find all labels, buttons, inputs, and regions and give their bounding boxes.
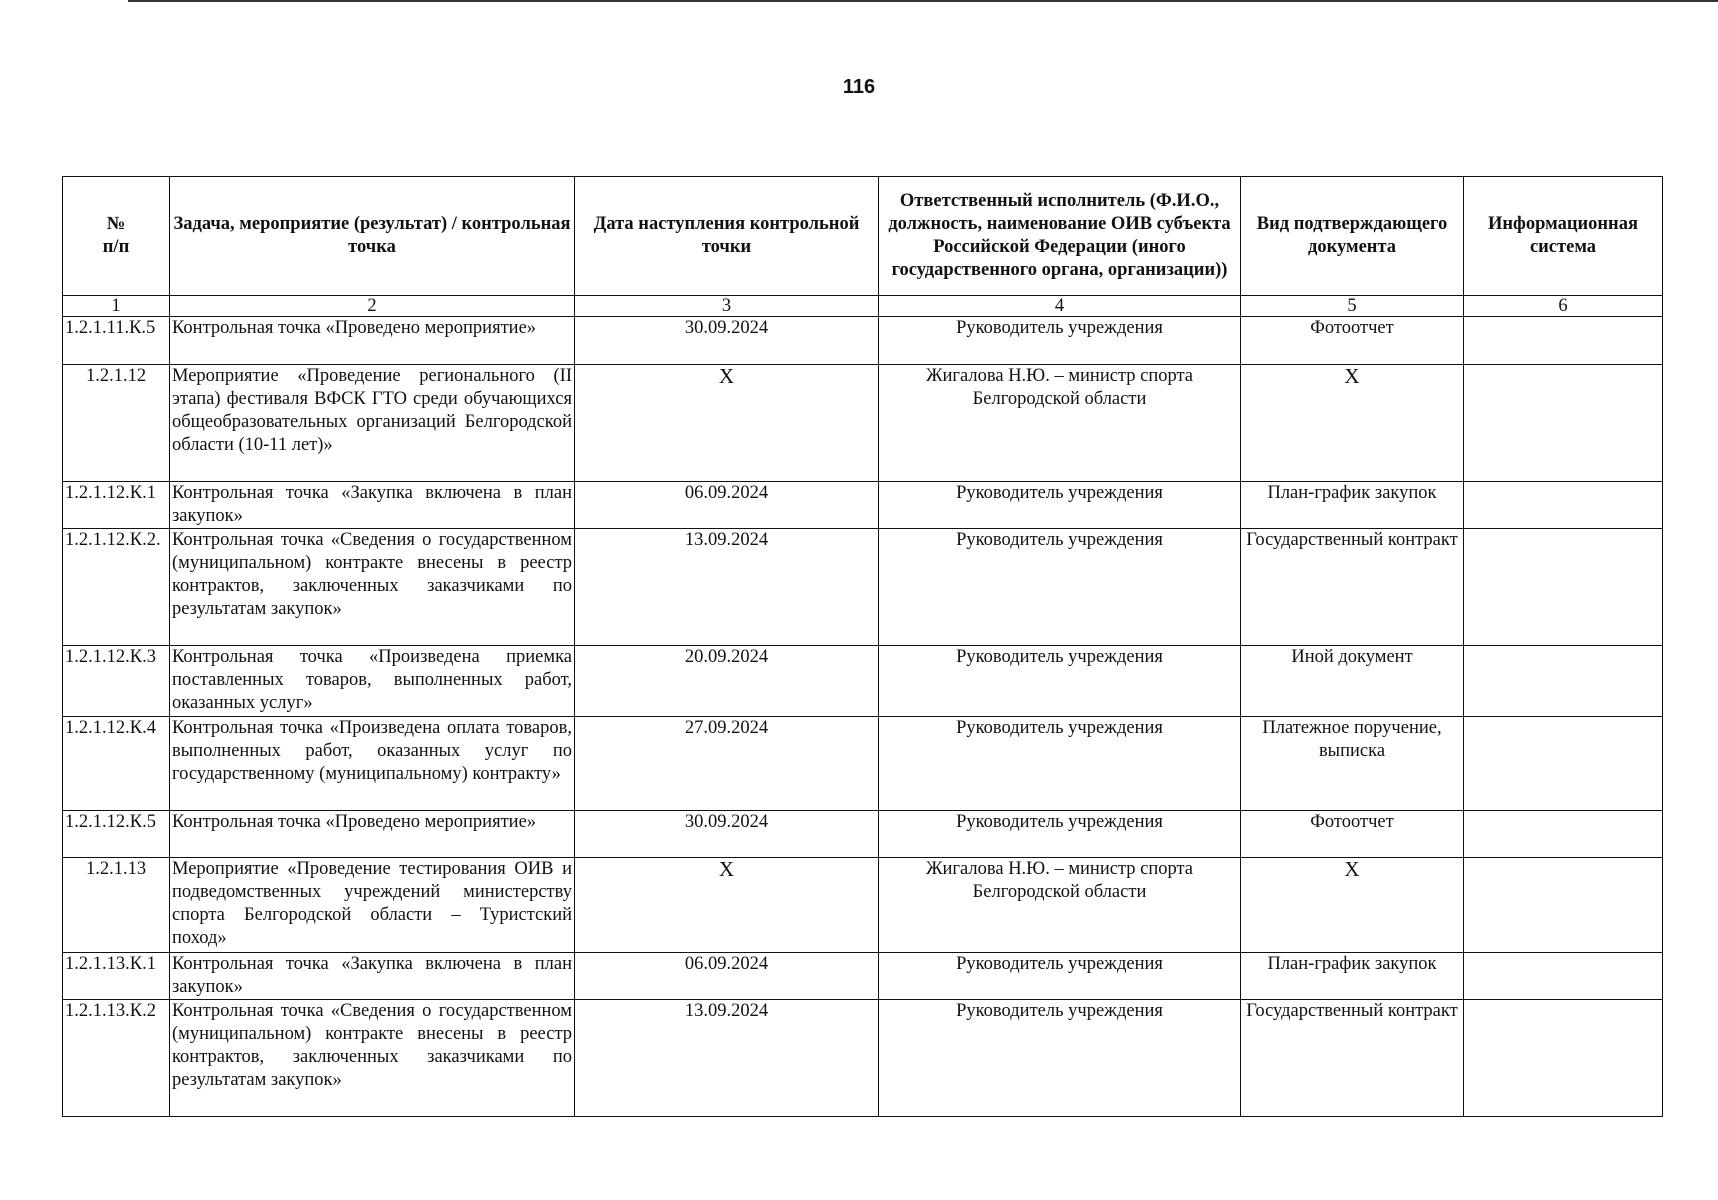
row-document: Фотоотчет <box>1241 317 1464 365</box>
row-number: 1.2.1.12 <box>63 365 170 482</box>
column-number: 2 <box>170 296 575 317</box>
row-date: 06.09.2024 <box>575 482 879 529</box>
row-document: Платежное поручение, выписка <box>1241 717 1464 811</box>
row-task: Контрольная точка «Сведения о государственном (муниципальном) контракте внесены в реестр контрактов, заключенных заказчиками по результатам закупок» <box>170 1000 575 1117</box>
row-system <box>1464 811 1663 858</box>
row-task: Контрольная точка «Проведено мероприятие» <box>170 317 575 365</box>
table-row <box>63 811 1663 858</box>
row-document: Х <box>1241 858 1464 953</box>
header-responsible: Ответственный исполнитель (Ф.И.О., должность, наименование ОИВ субъекта Российской Федерации (иного государственного органа, организации)) <box>879 177 1241 296</box>
row-task: Контрольная точка «Произведена приемка поставленных товаров, выполненных работ, оказанных услуг» <box>170 646 575 717</box>
row-responsible: Руководитель учреждения <box>879 953 1241 1000</box>
row-date: Х <box>575 858 879 953</box>
row-document: План-график закупок <box>1241 482 1464 529</box>
row-responsible: Руководитель учреждения <box>879 1000 1241 1117</box>
row-responsible: Руководитель учреждения <box>879 717 1241 811</box>
column-number: 5 <box>1241 296 1464 317</box>
row-document: Государственный контракт <box>1241 529 1464 646</box>
table-row <box>63 858 1663 953</box>
row-task: Контрольная точка «Произведена оплата товаров, выполненных работ, оказанных услуг по государственному (муниципальному) контракту» <box>170 717 575 811</box>
row-date: 06.09.2024 <box>575 953 879 1000</box>
column-number: 6 <box>1464 296 1663 317</box>
row-system <box>1464 953 1663 1000</box>
row-date: 27.09.2024 <box>575 717 879 811</box>
row-date: 13.09.2024 <box>575 529 879 646</box>
row-responsible: Руководитель учреждения <box>879 811 1241 858</box>
header-task: Задача, мероприятие (результат) / контрольная точка <box>170 177 575 296</box>
table-row <box>63 317 1663 365</box>
row-date: Х <box>575 365 879 482</box>
row-system <box>1464 317 1663 365</box>
row-date: 30.09.2024 <box>575 317 879 365</box>
header-row <box>63 177 1663 296</box>
table-row <box>63 1000 1663 1117</box>
row-system <box>1464 365 1663 482</box>
row-date: 13.09.2024 <box>575 1000 879 1117</box>
row-system <box>1464 646 1663 717</box>
row-number: 1.2.1.12.К.1 <box>63 482 170 529</box>
control-points-table <box>62 176 1663 1117</box>
row-number: 1.2.1.13.К.2 <box>63 1000 170 1117</box>
row-task: Контрольная точка «Проведено мероприятие» <box>170 811 575 858</box>
row-number: 1.2.1.12.К.3 <box>63 646 170 717</box>
row-document: Фотоотчет <box>1241 811 1464 858</box>
row-system <box>1464 529 1663 646</box>
row-system <box>1464 717 1663 811</box>
row-responsible: Руководитель учреждения <box>879 317 1241 365</box>
table-row <box>63 482 1663 529</box>
table-row <box>63 717 1663 811</box>
row-document: План-график закупок <box>1241 953 1464 1000</box>
column-number-row <box>63 296 1663 317</box>
row-responsible: Руководитель учреждения <box>879 482 1241 529</box>
row-system <box>1464 482 1663 529</box>
row-responsible: Жигалова Н.Ю. – министр спорта Белгородской области <box>879 858 1241 953</box>
column-number: 4 <box>879 296 1241 317</box>
top-border-line <box>128 0 1718 2</box>
table-row <box>63 953 1663 1000</box>
row-task: Контрольная точка «Закупка включена в план закупок» <box>170 482 575 529</box>
row-document: Государственный контракт <box>1241 1000 1464 1117</box>
row-number: 1.2.1.11.К.5 <box>63 317 170 365</box>
header-date: Дата наступления контрольной точки <box>575 177 879 296</box>
row-task: Контрольная точка «Закупка включена в план закупок» <box>170 953 575 1000</box>
row-responsible: Руководитель учреждения <box>879 646 1241 717</box>
row-document: Х <box>1241 365 1464 482</box>
header-num: № п/п <box>63 177 170 296</box>
row-number: 1.2.1.12.К.4 <box>63 717 170 811</box>
row-system <box>1464 858 1663 953</box>
row-number: 1.2.1.12.К.5 <box>63 811 170 858</box>
page-number: 116 <box>842 76 876 98</box>
row-number: 1.2.1.12.К.2. <box>63 529 170 646</box>
row-system <box>1464 1000 1663 1117</box>
header-system: Информационная система <box>1464 177 1663 296</box>
column-number: 1 <box>63 296 170 317</box>
row-responsible: Руководитель учреждения <box>879 529 1241 646</box>
row-task: Контрольная точка «Сведения о государственном (муниципальном) контракте внесены в реестр контрактов, заключенных заказчиками по результатам закупок» <box>170 529 575 646</box>
row-task: Мероприятие «Проведение тестирования ОИВ и подведомственных учреждений министерству спорта Белгородской области – Туристский поход» <box>170 858 575 953</box>
row-document: Иной документ <box>1241 646 1464 717</box>
row-number: 1.2.1.13.К.1 <box>63 953 170 1000</box>
column-number: 3 <box>575 296 879 317</box>
table-row <box>63 529 1663 646</box>
table-row <box>63 365 1663 482</box>
row-number: 1.2.1.13 <box>63 858 170 953</box>
row-date: 30.09.2024 <box>575 811 879 858</box>
row-task: Мероприятие «Проведение регионального (II этапа) фестиваля ВФСК ГТО среди обучающихся общеобразовательных организаций Белгородской области (10-11 лет)» <box>170 365 575 482</box>
header-document: Вид подтверждающего документа <box>1241 177 1464 296</box>
table-row <box>63 646 1663 717</box>
row-date: 20.09.2024 <box>575 646 879 717</box>
row-responsible: Жигалова Н.Ю. – министр спорта Белгородской области <box>879 365 1241 482</box>
